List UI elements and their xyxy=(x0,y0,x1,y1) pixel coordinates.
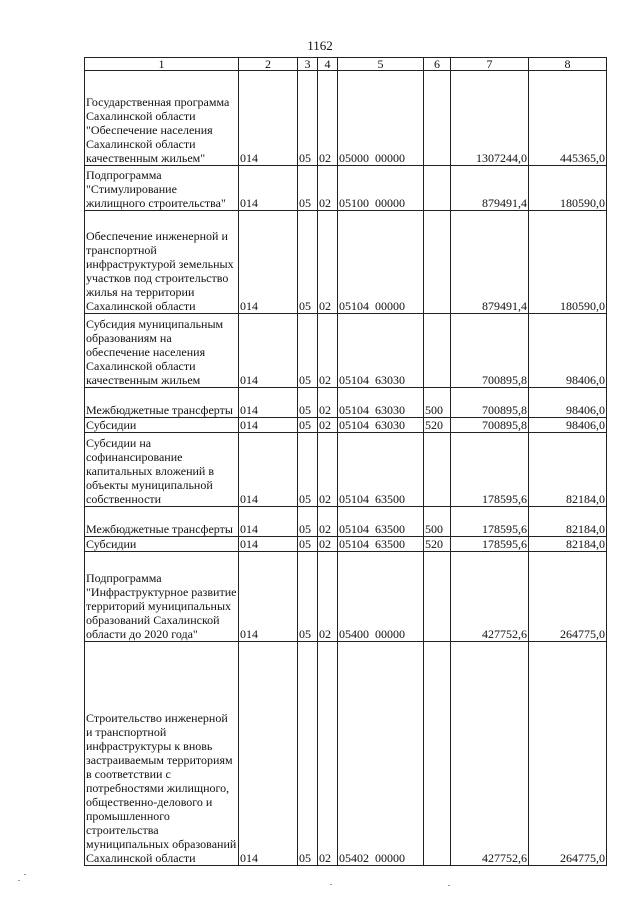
header-row xyxy=(85,58,607,71)
row-expense-type: 520 xyxy=(424,418,451,433)
header-cell: 3 xyxy=(298,58,318,71)
row-amount-col7: 427752,6 xyxy=(451,552,529,642)
table-row xyxy=(85,388,607,418)
row-expense-type: 520 xyxy=(424,537,451,552)
row-amount-col7: 700895,8 xyxy=(451,418,529,433)
header-cell: 2 xyxy=(239,58,298,71)
header-cell: 1 xyxy=(85,58,239,71)
scan-speck xyxy=(448,885,450,886)
row-ministry-code: 014 xyxy=(239,507,298,537)
row-subsection-code: 02 xyxy=(318,418,338,433)
row-subsection-code: 02 xyxy=(318,433,338,507)
row-target-code: 05104 00000 xyxy=(338,211,424,314)
header-cell: 4 xyxy=(318,58,338,71)
row-subsection-code: 02 xyxy=(318,507,338,537)
row-amount-col8: 98406,0 xyxy=(529,314,607,388)
row-target-code: 05104 63500 xyxy=(338,433,424,507)
row-section-code: 05 xyxy=(298,211,318,314)
row-ministry-code: 014 xyxy=(239,552,298,642)
row-expense-type xyxy=(424,433,451,507)
row-target-code: 05402 00000 xyxy=(338,642,424,866)
row-target-code: 05400 00000 xyxy=(338,552,424,642)
row-subsection-code: 02 xyxy=(318,314,338,388)
row-target-code: 05104 63500 xyxy=(338,537,424,552)
row-name: Строительство инженерной и транспортной инфраструктуры к вновь застраиваемым территориям в соответствии с потребностями жилищного, общественно-делового и промышленного строительства муниципальных образований Сахалинской области xyxy=(85,642,239,866)
header-cell: 5 xyxy=(338,58,424,71)
row-ministry-code: 014 xyxy=(239,642,298,866)
table-row xyxy=(85,433,607,507)
row-expense-type xyxy=(424,166,451,211)
row-amount-col8: 445365,0 xyxy=(529,71,607,166)
row-amount-col7: 879491,4 xyxy=(451,166,529,211)
scan-speck xyxy=(330,884,332,885)
row-section-code: 05 xyxy=(298,552,318,642)
row-subsection-code: 02 xyxy=(318,71,338,166)
row-amount-col7: 1307244,0 xyxy=(451,71,529,166)
header-cell: 7 xyxy=(451,58,529,71)
row-amount-col8: 180590,0 xyxy=(529,166,607,211)
row-amount-col8: 264775,0 xyxy=(529,642,607,866)
row-name: Межбюджетные трансферты xyxy=(85,507,239,537)
row-expense-type: 500 xyxy=(424,388,451,418)
row-amount-col7: 700895,8 xyxy=(451,314,529,388)
row-section-code: 05 xyxy=(298,433,318,507)
table-row xyxy=(85,166,607,211)
row-expense-type xyxy=(424,552,451,642)
row-amount-col8: 82184,0 xyxy=(529,433,607,507)
header-cell: 6 xyxy=(424,58,451,71)
row-section-code: 05 xyxy=(298,166,318,211)
row-amount-col7: 427752,6 xyxy=(451,642,529,866)
row-section-code: 05 xyxy=(298,314,318,388)
header-cell: 8 xyxy=(529,58,607,71)
row-target-code: 05104 63030 xyxy=(338,314,424,388)
row-amount-col7: 879491,4 xyxy=(451,211,529,314)
table-row xyxy=(85,314,607,388)
row-ministry-code: 014 xyxy=(239,166,298,211)
table-row xyxy=(85,211,607,314)
row-expense-type xyxy=(424,211,451,314)
row-amount-col8: 98406,0 xyxy=(529,418,607,433)
row-amount-col8: 82184,0 xyxy=(529,507,607,537)
row-name: Подпрограмма "Инфраструктурное развитие территорий муниципальных образований Сахалинской области до 2020 года" xyxy=(85,552,239,642)
row-section-code: 05 xyxy=(298,537,318,552)
row-expense-type xyxy=(424,71,451,166)
row-name: Обеспечение инженерной и транспортной инфраструктурой земельных участков под строительство жилья на территории Сахалинской области xyxy=(85,211,239,314)
row-expense-type xyxy=(424,314,451,388)
row-subsection-code: 02 xyxy=(318,537,338,552)
row-amount-col7: 700895,8 xyxy=(451,388,529,418)
row-amount-col7: 178595,6 xyxy=(451,433,529,507)
row-ministry-code: 014 xyxy=(239,211,298,314)
row-section-code: 05 xyxy=(298,418,318,433)
row-section-code: 05 xyxy=(298,71,318,166)
scan-speck xyxy=(18,880,20,881)
page-number: 1162 xyxy=(307,38,333,53)
table-row xyxy=(85,71,607,166)
row-expense-type xyxy=(424,642,451,866)
row-amount-col8: 98406,0 xyxy=(529,388,607,418)
row-amount-col8: 180590,0 xyxy=(529,211,607,314)
row-name: Межбюджетные трансферты xyxy=(85,388,239,418)
row-amount-col8: 264775,0 xyxy=(529,552,607,642)
row-name: Подпрограмма "Стимулирование жилищного строительства" xyxy=(85,166,239,211)
row-amount-col8: 82184,0 xyxy=(529,537,607,552)
row-ministry-code: 014 xyxy=(239,314,298,388)
row-section-code: 05 xyxy=(298,507,318,537)
row-name: Субсидии на софинансирование капитальных вложений в объекты муниципальной собственности xyxy=(85,433,239,507)
row-target-code: 05100 00000 xyxy=(338,166,424,211)
row-expense-type: 500 xyxy=(424,507,451,537)
row-target-code: 05104 63030 xyxy=(338,388,424,418)
row-subsection-code: 02 xyxy=(318,552,338,642)
row-ministry-code: 014 xyxy=(239,418,298,433)
row-ministry-code: 014 xyxy=(239,71,298,166)
row-subsection-code: 02 xyxy=(318,211,338,314)
row-target-code: 05104 63500 xyxy=(338,507,424,537)
row-amount-col7: 178595,6 xyxy=(451,537,529,552)
budget-table xyxy=(84,57,607,866)
row-name: Государственная программа Сахалинской области "Обеспечение населения Сахалинской области качественным жильем" xyxy=(85,71,239,166)
row-section-code: 05 xyxy=(298,642,318,866)
table-row xyxy=(85,552,607,642)
row-name: Субсидия муниципальным образованиям на обеспечение населения Сахалинской области качественным жильем xyxy=(85,314,239,388)
row-section-code: 05 xyxy=(298,388,318,418)
row-ministry-code: 014 xyxy=(239,537,298,552)
row-ministry-code: 014 xyxy=(239,433,298,507)
row-subsection-code: 02 xyxy=(318,166,338,211)
table-row xyxy=(85,507,607,537)
table-row xyxy=(85,418,607,433)
table-row xyxy=(85,642,607,866)
row-name: Субсидии xyxy=(85,537,239,552)
row-subsection-code: 02 xyxy=(318,388,338,418)
row-subsection-code: 02 xyxy=(318,642,338,866)
row-target-code: 05000 00000 xyxy=(338,71,424,166)
row-target-code: 05104 63030 xyxy=(338,418,424,433)
row-amount-col7: 178595,6 xyxy=(451,507,529,537)
row-ministry-code: 014 xyxy=(239,388,298,418)
row-name: Субсидии xyxy=(85,418,239,433)
table-row xyxy=(85,537,607,552)
scan-speck xyxy=(24,874,26,875)
